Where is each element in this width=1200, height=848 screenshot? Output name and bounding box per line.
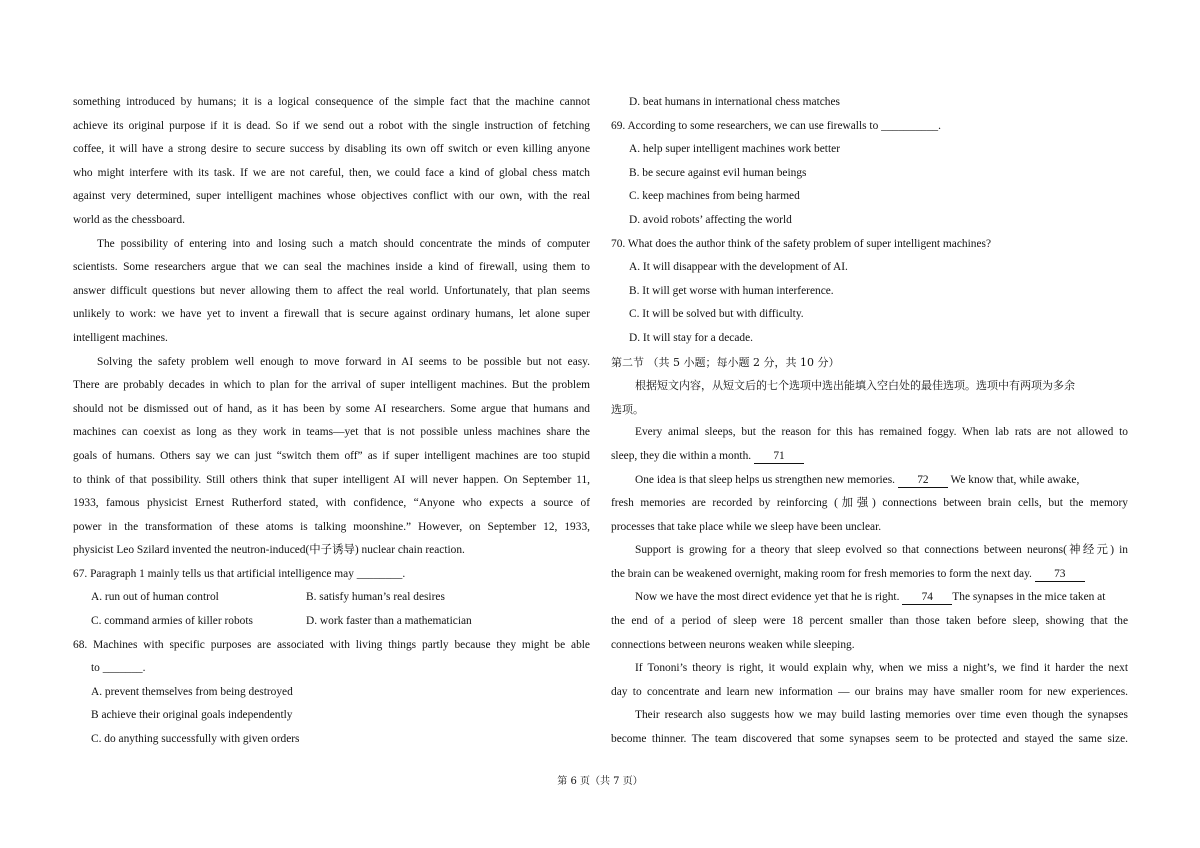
text-line: The possibility of entering into and losing such a match should concentrate the minds of computer [97,237,590,250]
text-line: become thinner. The team discovered that some synapses seem to be protected and stayed the same size. [611,733,1128,746]
text-fragment: One idea is that sleep helps us strengthen new memories. [635,473,896,486]
option-d: D. It will stay for a decade. [629,331,753,344]
option-b: B achieve their original goals independently [91,709,293,722]
option-a: A. It will disappear with the development of AI. [629,261,848,274]
text-line: 1933, famous physicist Ernest Rutherford stated, with confidence, “Anyone who expects a source of [73,497,590,510]
answer-blank: _______ [102,662,143,675]
blank-71: 71 [754,449,804,464]
option-c: C. command armies of killer robots [91,615,253,628]
question-stem-text: 69. According to some researchers, we can use firewalls to [611,119,879,132]
text-line: If Tononi’s theory is right, it would explain why, when we miss a night’s, we find it harder the next [635,662,1128,675]
option-a: A. prevent themselves from being destroyed [91,685,293,698]
right-column [611,91,1128,752]
text-line: who might interfere with its task. If we are not careful, then, we could face a kind of global chess match [73,166,590,179]
text-line: world as the chessboard. [73,213,185,226]
text-line: against very determined, super intelligent machines whose objectives conflict with our own, with the real [73,190,590,203]
answer-blank: ________ [356,567,403,580]
blank-74: 74 [902,590,952,605]
option-b: B. satisfy human’s real desires [306,591,445,604]
text-line: scientists. Some researchers argue that we can seal the machines inside a kind of firewall, using them to [73,261,590,274]
text-line: goals of humans. Others say we can just “switch them off” as if super intelligent machines are too stupid [73,449,590,462]
text-line [611,586,1128,610]
instructions-line: 根据短文内容，从短文后的七个选项中选出能填入空白处的最佳选项。选项中有两项为多余 [635,379,1075,393]
text-line: coffee, it will have a strong desire to secure success by disabling its own off switch or even killing anyone [73,143,590,156]
option-b: B. be secure against evil human beings [629,166,807,179]
option-a: A. run out of human control [91,591,219,604]
option-d: D. avoid robots’ affecting the world [629,213,792,226]
text-line: connections between neurons weaken while sleeping. [611,638,855,651]
question-stem-text: to [91,662,100,675]
text-line: Support is growing for a theory that sleep evolved so that connections between neurons(神经元) in [635,544,1128,557]
section-heading: 第二节 （共 5 小题；每小题 2 分，共 10 分） [611,355,840,369]
question-67-options-row [73,586,590,610]
text-fragment: sleep, they die within a month. [611,449,752,462]
question-stem-text: 67. Paragraph 1 mainly tells us that artificial intelligence may [73,567,354,580]
option-c: C. keep machines from being harmed [629,190,800,203]
question-70-stem: 70. What does the author think of the safety problem of super intelligent machines? [611,237,992,250]
text-line: Every animal sleeps, but the reason for this has remained foggy. When lab rats are not allowed to [635,426,1128,439]
text-line: Solving the safety problem well enough to move forward in AI seems to be possible but not easy. [97,355,590,368]
text-line: machines can coexist as long as they work in teams—yet that is not possible unless machines share the [73,426,590,439]
option-c: C. It will be solved but with difficulty. [629,308,804,321]
text-line: processes that take place while we sleep have been unclear. [611,520,882,533]
text-fragment: We know that, while awake, [950,473,1080,486]
question-69-stem [611,115,1128,139]
text-line: There are probably decades in which to plan for the arrival of super intelligent machines. But the problem [73,379,590,392]
text-line: unlikely to work: we have yet to invent a firewall that is secure against ordinary humans, let alone super [73,308,590,321]
text-line: should not be dismissed out of hand, as it has been by some AI researchers. Some argue that humans and [73,402,590,415]
instructions-line: 选项。 [611,402,644,416]
text-fragment: The synapses in the mice taken at [952,591,1106,604]
text-line: to think of that possibility. Still others think that super intelligent AI will never happen. On September 11, [73,473,590,486]
text-line [611,469,1128,493]
question-67-options-row [73,610,590,634]
blank-72: 72 [898,473,948,488]
option-a: A. help super intelligent machines work better [629,143,840,156]
text-line: answer difficult questions but never allowing them to affect the real world. Unfortunately, that plan seems [73,284,590,297]
option-c: C. do anything successfully with given orders [91,733,300,746]
text-fragment: Now we have the most direct evidence yet that he is right. [635,591,900,604]
punctuation: . [402,567,406,580]
question-68-stem: 68. Machines with specific purposes are associated with living things partly because they might be able [73,638,590,651]
option-b: B. It will get worse with human interference. [629,284,834,297]
question-68-stem-cont [73,657,590,681]
text-line: fresh memories are recorded by reinforcing (加强) connections between brain cells, but the memory [611,497,1128,510]
answer-blank: __________ [881,119,939,132]
text-line [611,563,1128,587]
left-column [73,91,590,752]
page-footer: 第 6 页（共 7 页） [557,776,643,787]
punctuation: . [142,662,146,675]
option-d: D. work faster than a mathematician [306,615,472,628]
text-line: physicist Leo Szilard invented the neutron-induced(中子诱导) nuclear chain reaction. [73,544,465,557]
text-line [611,445,1128,469]
text-line: something introduced by humans; it is a logical consequence of the simple fact that the machine cannot [73,96,590,108]
blank-73: 73 [1035,567,1085,582]
punctuation: . [938,119,941,132]
text-line: intelligent machines. [73,331,168,344]
text-line: achieve its original purpose if it is dead. So if we send out a robot with the single instruction of fetching [73,119,590,132]
text-line: day to concentrate and learn new information — our brains may have smaller room for new experiences. [611,685,1128,698]
text-line: the end of a period of sleep were 18 percent smaller than those taken before sleep, showing that the [611,615,1128,628]
text-line: Their research also suggests how we may build lasting memories over time even though the synapses [635,709,1128,722]
option-d: D. beat humans in international chess matches [629,96,840,108]
text-fragment: the brain can be weakened overnight, making room for fresh memories to form the next day. [611,567,1032,580]
text-line: power in the transformation of these atoms is talking moonshine.” However, on September 12, 1933, [73,520,590,533]
question-67-stem [73,563,590,587]
